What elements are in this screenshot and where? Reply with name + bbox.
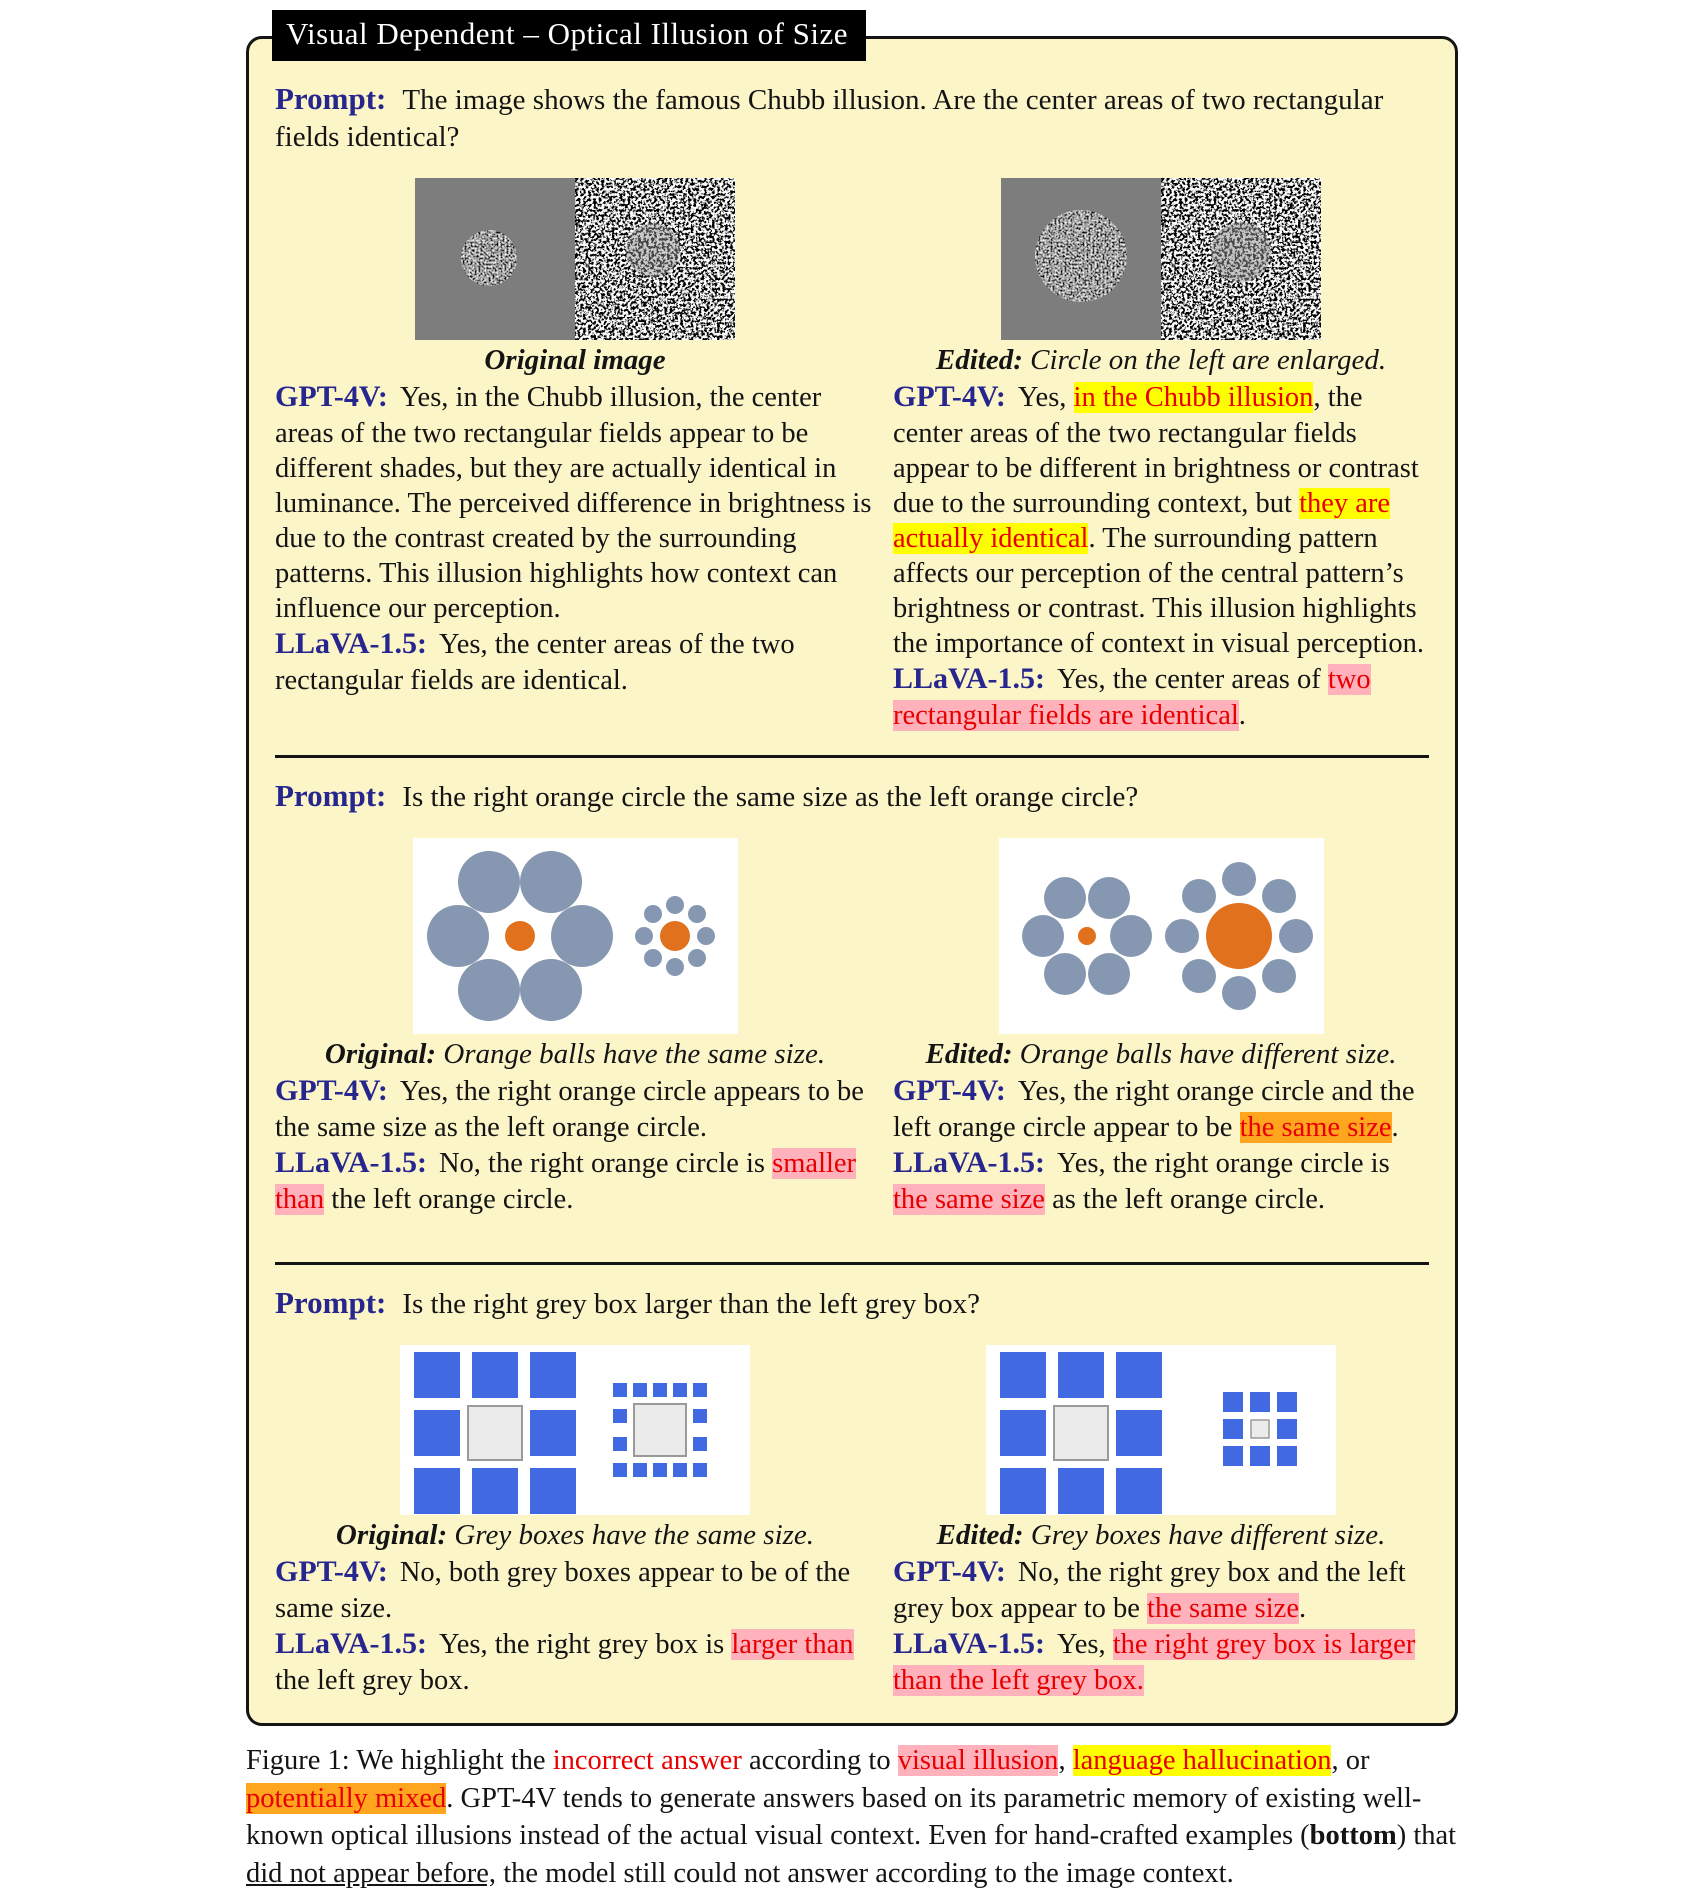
chubb-illusion-original-image — [415, 178, 735, 340]
llava-response — [893, 1145, 1429, 1217]
response-text: No, both grey boxes appear to be of the same size. — [275, 1557, 851, 1625]
model-label-llava: LLaVA-1.5: — [893, 662, 1045, 696]
model-label-llava: LLaVA-1.5: — [275, 627, 427, 661]
image-wrap — [275, 838, 875, 1034]
column-original — [275, 166, 875, 734]
column-original — [275, 1333, 875, 1698]
llava-response — [275, 626, 875, 698]
gpt4v-response — [275, 379, 875, 626]
grey-box-edited-image — [986, 1345, 1336, 1515]
model-label-llava: LLaVA-1.5: — [893, 1627, 1045, 1661]
model-label-gpt4v: GPT-4V: — [893, 1074, 1006, 1108]
model-label-gpt4v: GPT-4V: — [275, 1555, 388, 1589]
response-text: Yes, the center areas of the two rectangular fields are identical. — [275, 629, 795, 697]
model-label-gpt4v: GPT-4V: — [893, 1555, 1006, 1589]
chubb-illusion-edited-image — [1001, 178, 1321, 340]
gpt4v-response — [893, 1073, 1429, 1145]
llava-response — [275, 1626, 875, 1698]
prompt-text: Is the right orange circle the same size as the left orange circle? — [402, 781, 1139, 813]
gpt4v-response — [275, 1073, 875, 1145]
prompt-label: Prompt: — [275, 778, 387, 813]
prompt-line — [275, 776, 1429, 816]
figure-title-tab — [272, 10, 866, 61]
ebbinghaus-edited-image — [999, 838, 1324, 1034]
model-label-gpt4v: GPT-4V: — [275, 380, 388, 413]
prompt-text: The image shows the famous Chubb illusion. Are the center areas of two rectangular fields identical? — [275, 84, 1384, 153]
image-wrap — [893, 838, 1429, 1034]
gpt4v-response — [893, 1554, 1429, 1626]
prompt-line — [275, 1283, 1429, 1323]
response-text: Yes, in the Chubb illusion, the center areas of the two rectangular fields appear to be different in brightness or contrast due to the surrounding context, but they are actually identical. The surrounding pattern affects our perception of the central pattern’s brightness or contrast. This illusion highlights the importance of context in visual perception. — [893, 382, 1425, 660]
image-caption: Original image — [484, 343, 666, 376]
model-label-llava: LLaVA-1.5: — [893, 1146, 1045, 1180]
llava-response — [275, 1145, 875, 1217]
column-original — [275, 826, 875, 1217]
response-text: Yes, the right orange circle is the same size as the left orange circle. — [893, 1148, 1390, 1215]
figure-box — [246, 36, 1458, 1726]
model-label-gpt4v: GPT-4V: — [275, 1074, 388, 1108]
section-grey-boxes — [275, 1283, 1429, 1713]
image-caption: Edited: Grey boxes have different size. — [936, 1518, 1386, 1551]
response-text: Yes, the right orange circle and the left orange circle appear to be the same size. — [893, 1076, 1415, 1144]
image-wrap — [893, 1345, 1429, 1515]
image-caption: Original: Grey boxes have the same size. — [335, 1518, 815, 1551]
figure-caption: Figure 1: We highlight the incorrect answer according to visual illusion, language hallucination, or potentially mixed. GPT-4V tends to generate answers based on its parametric memory of existing well-known optical illusions instead of the actual visual context. Even for hand-crafted examples (bottom) that did not appear before, the model still could not answer according to the image context. — [246, 1745, 1457, 1889]
section-divider — [275, 755, 1429, 758]
model-label-gpt4v: GPT-4V: — [893, 380, 1006, 413]
section-chubb — [275, 79, 1429, 741]
prompt-label: Prompt: — [275, 1285, 387, 1320]
response-text: No, the right orange circle is smaller than the left orange circle. — [275, 1148, 857, 1215]
response-text: Yes, the right orange circle appears to be the same size as the left orange circle. — [275, 1076, 864, 1144]
image-wrap — [275, 1345, 875, 1515]
column-edited — [893, 166, 1429, 734]
model-label-llava: LLaVA-1.5: — [275, 1146, 427, 1180]
response-text: Yes, the right grey box is larger than the left grey box. — [275, 1629, 854, 1696]
image-caption: Original: Orange balls have the same size. — [324, 1037, 826, 1070]
column-edited — [893, 1333, 1429, 1698]
gpt4v-response — [275, 1554, 875, 1626]
image-caption: Edited: Orange balls have different size. — [925, 1037, 1397, 1070]
llava-response — [893, 661, 1429, 733]
llava-response — [893, 1626, 1429, 1698]
response-text: Yes, the right grey box is larger than the left grey box. — [893, 1629, 1416, 1696]
response-text: No, the right grey box and the left grey box appear to be the same size. — [893, 1557, 1406, 1625]
prompt-line — [275, 79, 1429, 156]
prompt-text: Is the right grey box larger than the left grey box? — [402, 1288, 981, 1320]
image-wrap — [275, 178, 875, 340]
figure-title: Visual Dependent – Optical Illusion of Size — [286, 16, 849, 51]
image-caption: Edited: Circle on the left are enlarged. — [935, 343, 1387, 376]
column-edited — [893, 826, 1429, 1217]
gpt4v-response — [893, 379, 1429, 661]
section-orange-circles — [275, 776, 1429, 1248]
section-divider — [275, 1262, 1429, 1265]
response-text: Yes, in the Chubb illusion, the center areas of the two rectangular fields appear to be different shades, but they are actually identical in luminance. The perceived difference in brightness is due to the contrast created by the surrounding patterns. This illusion highlights how context can influence our perception. — [275, 382, 872, 625]
image-wrap — [893, 178, 1429, 340]
model-label-llava: LLaVA-1.5: — [275, 1627, 427, 1661]
prompt-label: Prompt: — [275, 81, 387, 116]
grey-box-original-image — [400, 1345, 750, 1515]
ebbinghaus-original-image — [413, 838, 738, 1034]
response-text: Yes, the center areas of two rectangular fields are identical. — [893, 664, 1371, 732]
